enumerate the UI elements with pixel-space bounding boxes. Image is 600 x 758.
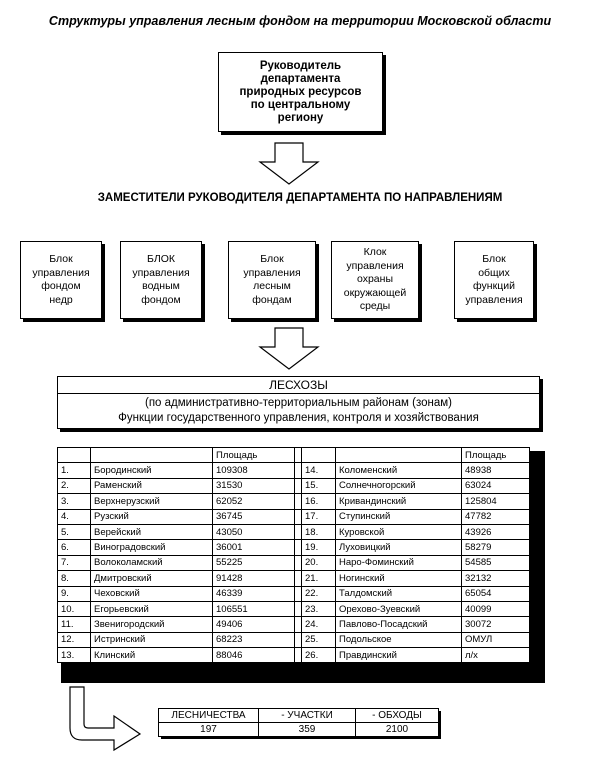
table-row <box>58 463 530 478</box>
row-number: 1. <box>58 463 91 478</box>
separator <box>295 509 302 524</box>
leskhozy-line: Функции государственного управления, контроля и хозяйствования <box>118 412 479 424</box>
row-number: 17. <box>302 509 336 524</box>
leskhoz-area: 55225 <box>213 555 295 570</box>
leskhoz-area: 43926 <box>462 524 530 539</box>
leskhoz-area: 63024 <box>462 478 530 493</box>
summary-value-row <box>159 723 439 737</box>
leskhoz-name: Орехово-Зуевский <box>336 601 462 616</box>
block-nedra: Блок управления фондом недр <box>20 241 102 319</box>
table-row <box>58 540 530 555</box>
leskhoz-area: 49406 <box>213 617 295 632</box>
leskhoz-name: Луховицкий <box>336 540 462 555</box>
leskhoz-name: Павлово-Посадский <box>336 617 462 632</box>
table-row <box>58 617 530 632</box>
leskhoz-name: Куровской <box>336 524 462 539</box>
row-number: 11. <box>58 617 91 632</box>
row-number: 2. <box>58 478 91 493</box>
row-number: 21. <box>302 571 336 586</box>
table-row <box>58 571 530 586</box>
summary-header-sections: - УЧАСТКИ <box>259 709 356 723</box>
down-arrow-icon <box>258 327 320 371</box>
leskhoz-area: 36745 <box>213 509 295 524</box>
block-general: Блок общих функций управления <box>454 241 534 319</box>
row-number: 15. <box>302 478 336 493</box>
separator <box>295 540 302 555</box>
separator <box>295 586 302 601</box>
leskhoz-name: Клинский <box>91 648 213 663</box>
leskhoz-name: Верхнерузский <box>91 494 213 509</box>
leskhoz-name: Звенигородский <box>91 617 213 632</box>
leskhoz-area: 58279 <box>462 540 530 555</box>
row-number: 7. <box>58 555 91 570</box>
head-line: Руководитель <box>259 59 342 72</box>
leskhoz-name: Дмитровский <box>91 571 213 586</box>
leskhoz-name: Раменский <box>91 478 213 493</box>
table-row <box>58 509 530 524</box>
bent-arrow-icon <box>62 686 144 752</box>
leskhoz-name: Коломенский <box>336 463 462 478</box>
table-row <box>58 632 530 647</box>
separator <box>295 601 302 616</box>
leskhozy-line: (по административно-территориальным районам (зонам) <box>144 397 453 409</box>
row-number: 10. <box>58 601 91 616</box>
row-number: 4. <box>58 509 91 524</box>
leskhoz-table <box>57 447 530 663</box>
leskhoz-area: 48938 <box>462 463 530 478</box>
table-header-row <box>58 448 530 463</box>
head-line: департамента <box>260 72 341 85</box>
leskhoz-name: Волоколамский <box>91 555 213 570</box>
down-arrow-icon <box>258 142 320 186</box>
leskhoz-area: 46339 <box>213 586 295 601</box>
table-row <box>58 524 530 539</box>
summary-value-rounds: 2100 <box>356 723 439 737</box>
leskhoz-name: Верейский <box>91 524 213 539</box>
leskhoz-area: 32132 <box>462 571 530 586</box>
area-header: Площадь <box>462 448 530 463</box>
leskhoz-name: Правдинский <box>336 648 462 663</box>
leskhoz-area: 43050 <box>213 524 295 539</box>
leskhoz-name: Егорьевский <box>91 601 213 616</box>
row-number: 25. <box>302 632 336 647</box>
summary-header-forestries: ЛЕСНИЧЕСТВА <box>159 709 259 723</box>
leskhoz-name: Ногинский <box>336 571 462 586</box>
leskhoz-name: Талдомский <box>336 586 462 601</box>
leskhoz-area: 47782 <box>462 509 530 524</box>
leskhozy-title: ЛЕСХОЗЫ <box>57 376 540 394</box>
leskhoz-area: л/х <box>462 648 530 663</box>
leskhoz-area: ОМУЛ <box>462 632 530 647</box>
leskhoz-name: Кривандинский <box>336 494 462 509</box>
table-row <box>58 601 530 616</box>
separator <box>295 632 302 647</box>
summary-header-rounds: - ОБХОДЫ <box>356 709 439 723</box>
row-number: 12. <box>58 632 91 647</box>
head-line: региону <box>277 111 324 124</box>
separator <box>295 463 302 478</box>
head-line: природных ресурсов <box>239 85 362 98</box>
row-number: 24. <box>302 617 336 632</box>
leskhozy-description <box>57 394 540 429</box>
leskhoz-area: 36001 <box>213 540 295 555</box>
leskhoz-name: Подольское <box>336 632 462 647</box>
row-number: 16. <box>302 494 336 509</box>
row-number: 13. <box>58 648 91 663</box>
table-row <box>58 478 530 493</box>
separator <box>295 571 302 586</box>
leskhoz-name: Солнечногорский <box>336 478 462 493</box>
row-number: 18. <box>302 524 336 539</box>
table-row <box>58 494 530 509</box>
table-row <box>58 586 530 601</box>
block-forest: Блок управления лесным фондам <box>228 241 316 319</box>
row-number: 22. <box>302 586 336 601</box>
separator <box>295 478 302 493</box>
leskhoz-name: Истринский <box>91 632 213 647</box>
row-number: 23. <box>302 601 336 616</box>
row-number: 26. <box>302 648 336 663</box>
row-number: 20. <box>302 555 336 570</box>
separator <box>295 555 302 570</box>
summary-value-sections: 359 <box>259 723 356 737</box>
separator <box>295 617 302 632</box>
table-row <box>58 648 530 663</box>
row-number: 9. <box>58 586 91 601</box>
row-number: 3. <box>58 494 91 509</box>
leskhozy-box <box>57 376 540 429</box>
summary-value-forestries: 197 <box>159 723 259 737</box>
separator <box>295 648 302 663</box>
row-number: 14. <box>302 463 336 478</box>
leskhoz-area: 65054 <box>462 586 530 601</box>
leskhoz-name: Чеховский <box>91 586 213 601</box>
summary-table <box>158 708 439 737</box>
leskhoz-area: 68223 <box>213 632 295 647</box>
leskhoz-area: 88046 <box>213 648 295 663</box>
head-line: по центральному <box>250 98 351 111</box>
leskhoz-name: Рузский <box>91 509 213 524</box>
page-title: Структуры управления лесным фондом на территории Московской области <box>48 14 552 28</box>
leskhoz-name: Виноградовский <box>91 540 213 555</box>
leskhoz-area: 62052 <box>213 494 295 509</box>
leskhoz-area: 54585 <box>462 555 530 570</box>
leskhoz-name: Бородинский <box>91 463 213 478</box>
table-row <box>58 555 530 570</box>
leskhoz-area: 106551 <box>213 601 295 616</box>
leskhoz-area: 125804 <box>462 494 530 509</box>
separator <box>295 494 302 509</box>
leskhoz-area: 91428 <box>213 571 295 586</box>
area-header: Площадь <box>213 448 295 463</box>
block-environment: Клок управления охраны окружающей среды <box>331 241 419 319</box>
leskhoz-area: 40099 <box>462 601 530 616</box>
leskhoz-name: Наро-Фоминский <box>336 555 462 570</box>
leskhoz-area: 109308 <box>213 463 295 478</box>
leskhoz-area: 30072 <box>462 617 530 632</box>
separator <box>295 524 302 539</box>
deputies-title: ЗАМЕСТИТЕЛИ РУКОВОДИТЕЛЯ ДЕПАРТАМЕНТА ПО НАПРАВЛЕНИЯМ <box>97 192 503 204</box>
leskhoz-name: Ступинский <box>336 509 462 524</box>
block-water: БЛОК управления водным фондом <box>120 241 202 319</box>
summary-header-row <box>159 709 439 723</box>
leskhoz-area: 31530 <box>213 478 295 493</box>
row-number: 8. <box>58 571 91 586</box>
row-number: 5. <box>58 524 91 539</box>
row-number: 19. <box>302 540 336 555</box>
row-number: 6. <box>58 540 91 555</box>
head-box <box>218 52 383 132</box>
